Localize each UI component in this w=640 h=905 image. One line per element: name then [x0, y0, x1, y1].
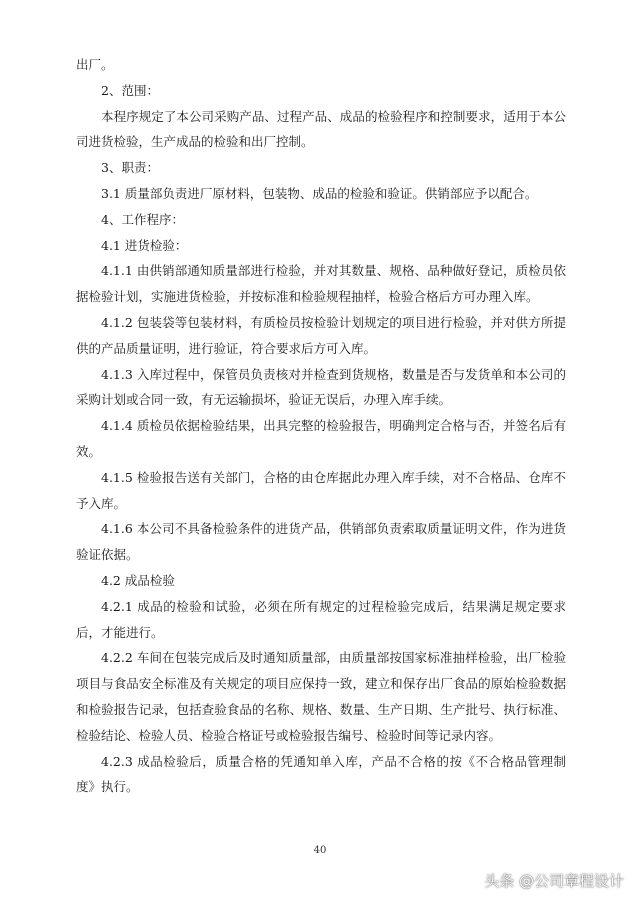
- paragraph-11: 4.1.5 检验报告送有关部门，合格的由仓库据此办理入库手续，对不合格品、仓库不予入库。: [76, 469, 566, 511]
- paragraph-7: 4.1.1 由供销部通知质量部进行检验，并对其数量、规格、品种做好登记，质检员依据检验计划，实施进货检验，并按标准和检验规程抽样，检验合格后方可办理入库。: [76, 263, 566, 305]
- paragraph-1: 2、范围：: [101, 82, 159, 98]
- paragraph-14: 4.2.1 成品的检验和试验，必须在所有规定的过程检验完成后，结果满足规定要求后，才能进行。: [76, 598, 566, 640]
- paragraph-15: 4.2.2 车间在包装完成后及时通知质量部，由质量部按国家标准抽样检验，出厂检验项目与食品安全标准及有关规定的项目应保持一致，建立和保存出厂食品的原始检验数据和检验报告记录，包括查验食品的名称、规格、数量、生产日期、生产批号、执行标准、检验结论、检验人员、检验合格证号或检验报告编号、检验时间等记录内容。: [76, 650, 566, 743]
- watermark: 头条 @公司章程设计: [484, 872, 624, 890]
- document-body: [76, 52, 566, 800]
- paragraph-12: 4.1.6 本公司不具备检验条件的进货产品，供销部负责索取质量证明文件，作为进货验证依据。: [76, 521, 566, 563]
- paragraph-9: 4.1.3 入库过程中，保管员负责核对并检查到货规格，数量是否与发货单和本公司的采购计划或合同一致，有无运输损坏，验证无误后，办理入库手续。: [76, 366, 566, 408]
- paragraph-0: 出厂。: [76, 57, 114, 72]
- paragraph-6: 4.1 进货检验：: [101, 237, 188, 253]
- paragraph-4: 3.1 质量部负责进厂原材料，包装物、成品的检验和验证。供销部应予以配合。: [101, 185, 538, 201]
- paragraph-16: 4.2.3 成品检验后，质量合格的凭通知单入库，产品不合格的按《不合格品管理制度》执行。: [76, 753, 566, 795]
- page-number: 40: [313, 845, 327, 856]
- paragraph-2: 本程序规定了本公司采购产品、过程产品、成品的检验程序和控制要求，适用于本公司进货检验，生产成品的检验和出厂控制。: [76, 108, 566, 150]
- paragraph-8: 4.1.2 包装袋等包装材料，有质检员按检验计划规定的项目进行检验，并对供方所提供的产品质量证明，进行验证，符合要求后方可入库。: [76, 314, 566, 356]
- paragraph-3: 3、职责：: [101, 160, 159, 176]
- paragraph-5: 4、工作程序：: [101, 211, 184, 227]
- paragraph-13: 4.2 成品检验: [101, 572, 175, 588]
- paragraph-10: 4.1.4 质检员依据检验结果，出具完整的检验报告，明确判定合格与否，并签名后有效。: [76, 418, 566, 459]
